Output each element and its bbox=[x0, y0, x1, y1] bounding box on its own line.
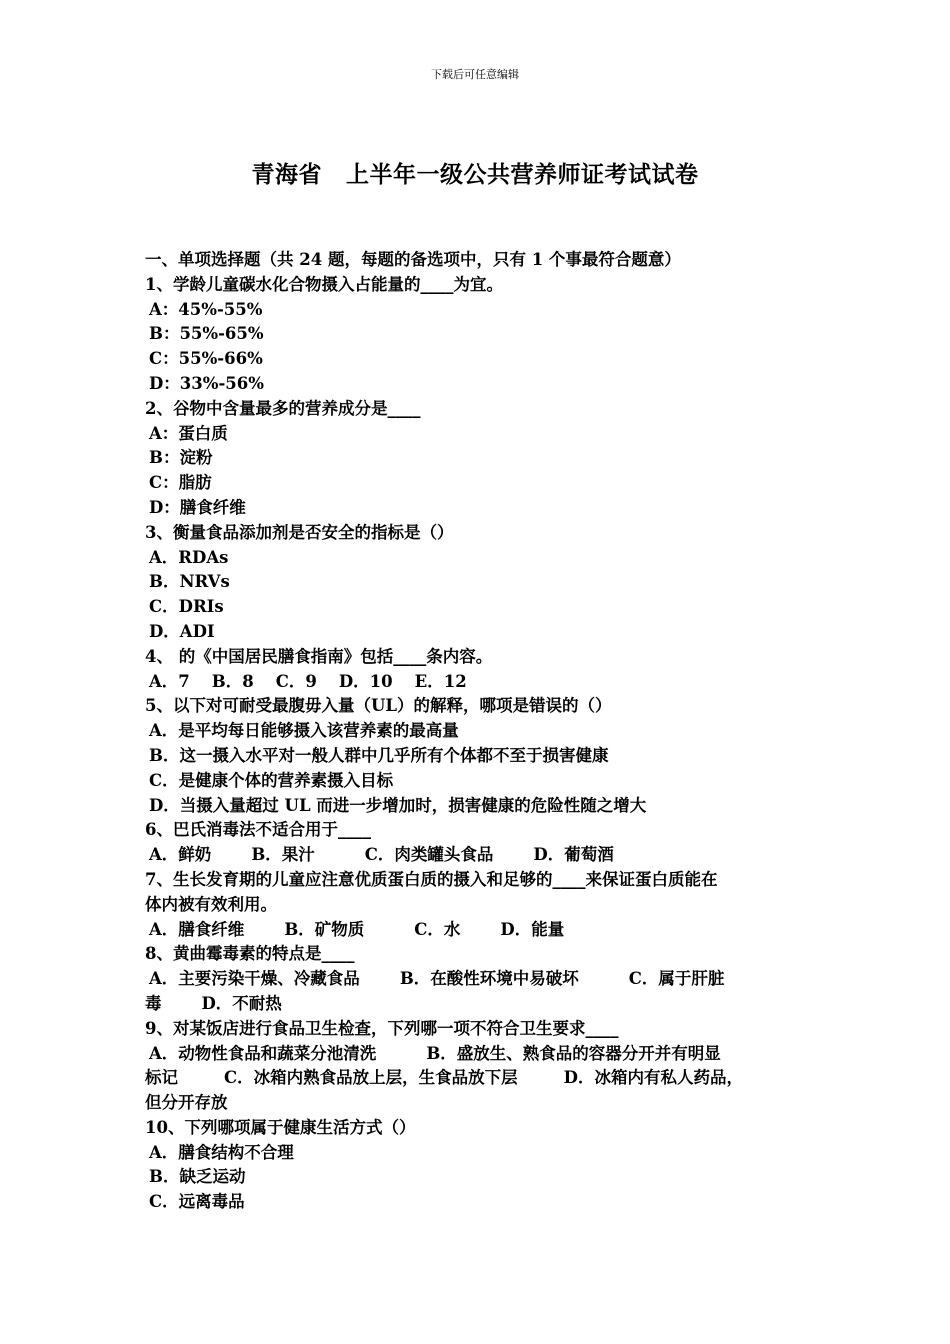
inline-options bbox=[145, 843, 820, 868]
wrapped-options-line bbox=[145, 1066, 820, 1091]
option: C：脂肪 bbox=[149, 473, 212, 493]
question-10: 10、下列哪项属于健康生活方式（） bbox=[145, 1117, 416, 1137]
option: A．膳食纤维 bbox=[149, 919, 245, 939]
wrapped-options-line bbox=[145, 967, 820, 992]
option: C．远离毒品 bbox=[149, 1192, 245, 1212]
option: C．肉类罐头食品 bbox=[364, 845, 494, 865]
option: C．DRIs bbox=[149, 597, 224, 617]
question-5: 5、以下对可耐受最腹毋入量（UL）的解释，哪项是错误的（） bbox=[145, 696, 612, 716]
option: B．8 bbox=[211, 671, 254, 691]
option: E．12 bbox=[414, 671, 467, 691]
option: B．在酸性环境中易破坏 bbox=[399, 969, 579, 989]
option: A：45%-55% bbox=[149, 299, 263, 319]
header-note: 下载后可任意编辑 bbox=[431, 68, 519, 81]
option-continuation: 但分开存放 bbox=[145, 1093, 228, 1113]
option: A．膳食结构不合理 bbox=[149, 1142, 294, 1162]
question-1: 1、学龄儿童碳水化合物摄入占能量的____为宜。 bbox=[145, 274, 503, 294]
wrapped-options-line bbox=[145, 992, 820, 1017]
page-title bbox=[0, 156, 950, 189]
option: B：淀粉 bbox=[149, 448, 213, 468]
question-3: 3、衡量食品添加剂是否安全的指标是（） bbox=[145, 522, 454, 542]
inline-options bbox=[145, 918, 820, 943]
question-6: 6、巴氏消毒法不适合用于____ bbox=[145, 820, 371, 840]
option: A．是平均每日能够摄入该营养素的最高量 bbox=[149, 721, 459, 741]
option: C．属于肝脏 bbox=[628, 969, 725, 989]
section-heading: 一、单项选择题（共 24 题，每题的备选项中，只有 1 个事最符合题意） bbox=[145, 250, 681, 269]
exam-content bbox=[145, 248, 820, 1215]
question-2: 2、谷物中含量最多的营养成分是____ bbox=[145, 398, 421, 418]
title-part-1: 青海省 bbox=[251, 161, 322, 188]
option: B．果汁 bbox=[251, 845, 315, 865]
question-8: 8、黄曲霉毒素的特点是____ bbox=[145, 944, 355, 964]
option: B．矿物质 bbox=[284, 919, 365, 939]
option: B．这一摄入水平对一般人群中几乎所有个体都不至于损害健康 bbox=[149, 745, 609, 765]
option: A．鲜奶 bbox=[149, 845, 212, 865]
option: D．不耐热 bbox=[201, 993, 282, 1013]
option: B：55%-65% bbox=[149, 324, 264, 344]
title-part-2: 上半年一级公共营养师证考试试卷 bbox=[346, 161, 699, 188]
option: D．10 bbox=[338, 671, 393, 691]
wrapped-options-line bbox=[145, 1042, 820, 1067]
option: C：55%-66% bbox=[149, 349, 263, 369]
inline-options bbox=[145, 670, 820, 695]
option: D．当摄入量超过 UL 而进一步增加时，损害健康的危险性随之增大 bbox=[149, 795, 647, 815]
option: D．ADI bbox=[149, 621, 215, 641]
option: D：膳食纤维 bbox=[149, 497, 246, 517]
question-9: 9、对某饭店进行食品卫生检查，下列哪一项不符合卫生要求____ bbox=[145, 1018, 619, 1038]
option: A：蛋白质 bbox=[149, 423, 228, 443]
option: A．7 bbox=[149, 671, 190, 691]
option: C．水 bbox=[414, 919, 461, 939]
option-continuation: 毒 bbox=[145, 993, 162, 1013]
option: B．盛放生、熟食品的容器分开并有明显 bbox=[426, 1043, 721, 1063]
option: C．冰箱内熟食品放上层，生食品放下层 bbox=[224, 1068, 518, 1088]
question-4: 4、 的《中国居民膳食指南》包括____条内容。 bbox=[145, 646, 493, 666]
option: D．冰箱内有私人药品， bbox=[563, 1068, 743, 1088]
option: B．缺乏运动 bbox=[149, 1167, 246, 1187]
option: D．葡萄酒 bbox=[533, 845, 614, 865]
option: C．是健康个体的营养素摄入目标 bbox=[149, 770, 394, 790]
option: D．能量 bbox=[500, 919, 565, 939]
question-7-line-1: 7、生长发育期的儿童应注意优质蛋白质的摄入和足够的____来保证蛋白质能在 bbox=[145, 869, 718, 889]
question-7-line-2: 体内被有效利用。 bbox=[145, 894, 277, 914]
option: A．主要污染干燥、冷藏食品 bbox=[149, 969, 360, 989]
option: B．NRVs bbox=[149, 572, 230, 592]
option: A．RDAs bbox=[149, 547, 229, 567]
option: D：33%-56% bbox=[149, 373, 264, 393]
option: C．9 bbox=[275, 671, 317, 691]
option-continuation: 标记 bbox=[145, 1068, 178, 1088]
option: A．动物性食品和蔬菜分池清洗 bbox=[149, 1043, 377, 1063]
